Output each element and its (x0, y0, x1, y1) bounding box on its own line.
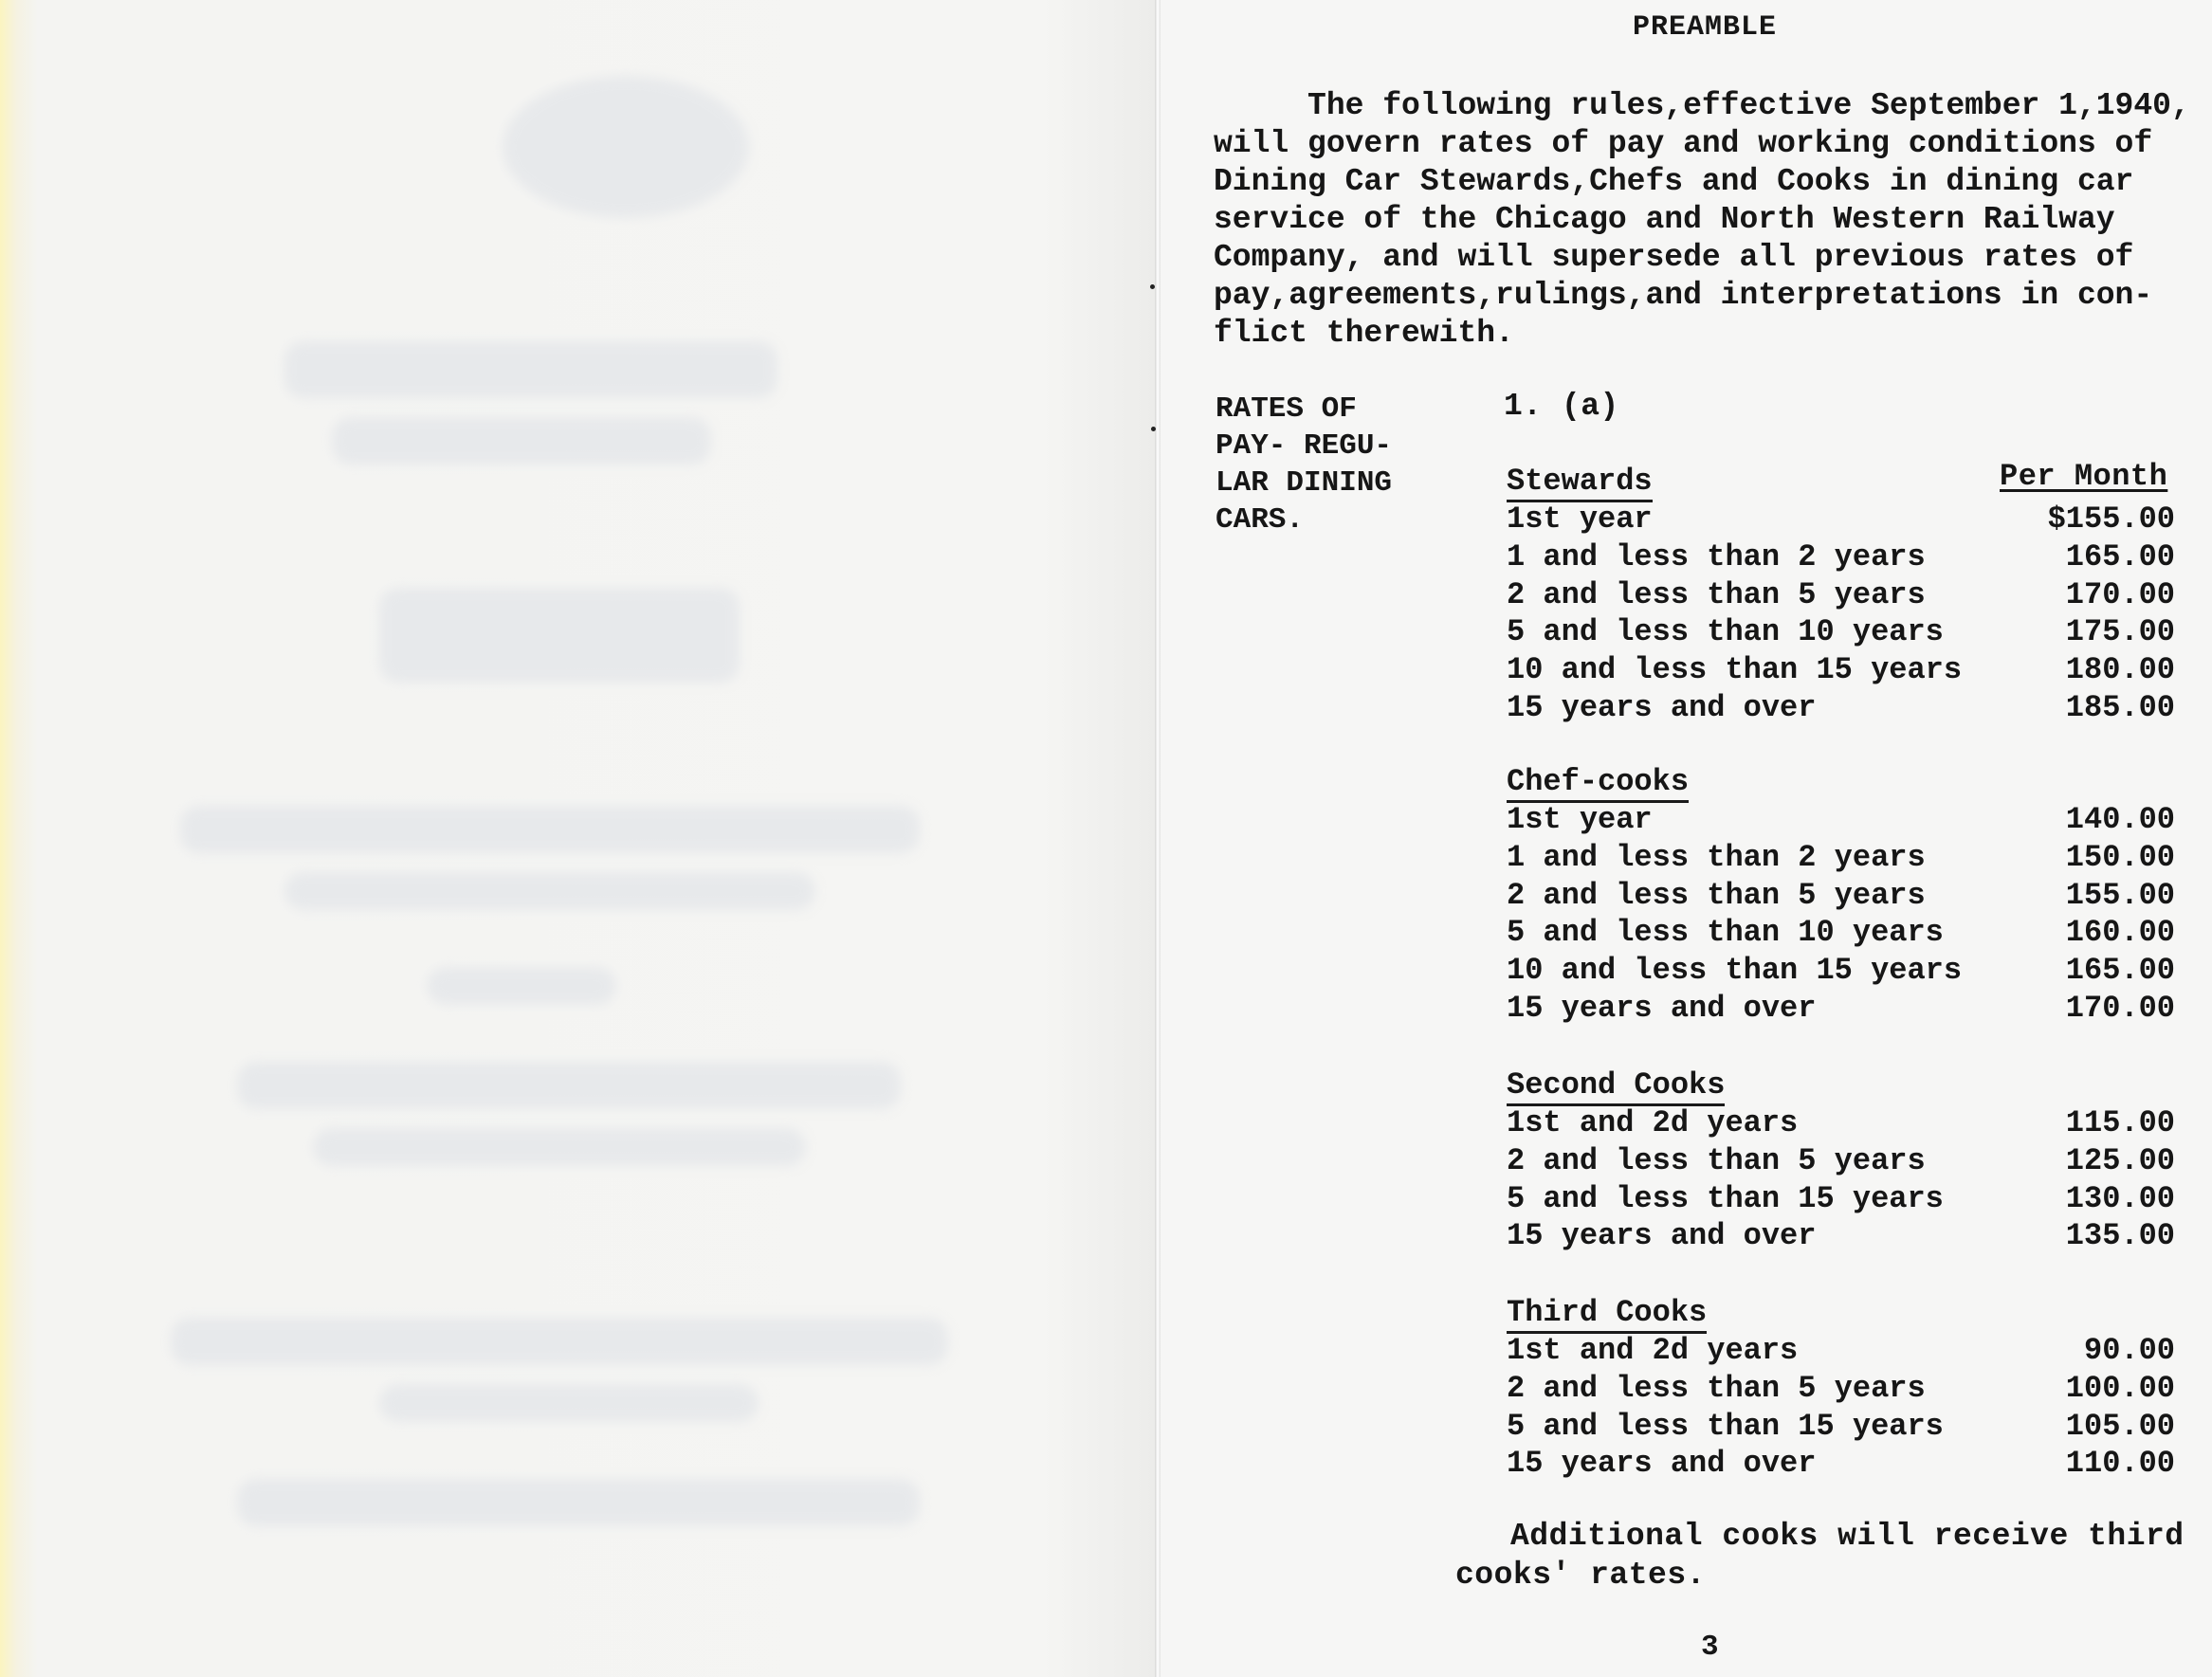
additional-cooks-note: Additional cooks will receive third (1510, 1519, 2185, 1554)
rate-row: 1 and less than 2 years 150.00 (1507, 839, 2175, 875)
preamble-line: Company, and will supersede all previous rates of (1214, 240, 2134, 275)
side-heading-line: CARS. (1216, 503, 1305, 537)
rate-row: 1st year 140.00 (1507, 802, 2175, 837)
side-heading (1216, 391, 1392, 538)
group-heading: Second Cooks (1507, 1066, 2175, 1104)
rate-row: 15 years and over 110.00 (1507, 1446, 2175, 1482)
preamble-line: will govern rates of pay and working conditions of (1214, 126, 2153, 161)
rate-row: 15 years and over 135.00 (1507, 1218, 2175, 1254)
rate-row: 5 and less than 10 years 175.00 (1507, 614, 2175, 650)
rate-row: 15 years and over 170.00 (1507, 990, 2175, 1026)
rate-group-second-cooks (1507, 1066, 2175, 1255)
group-heading: Third Cooks (1507, 1294, 2175, 1332)
rate-row: 5 and less than 10 years 160.00 (1507, 915, 2175, 951)
side-heading-line: RATES OF (1216, 392, 1357, 426)
group-heading: Stewards (1507, 463, 2175, 501)
preamble-line: service of the Chicago and North Western Railway (1214, 202, 2115, 237)
rate-row: 10 and less than 15 years 180.00 (1507, 652, 2175, 688)
preamble-paragraph (1214, 87, 2209, 353)
side-heading-line: LAR DINING (1216, 466, 1393, 500)
rate-row: 2 and less than 5 years 125.00 (1507, 1142, 2175, 1178)
preamble-line: flict therewith. (1214, 316, 1514, 351)
rule-number: 1. (a) (1504, 389, 1619, 424)
binding-mark (1151, 427, 1156, 431)
rate-row: 2 and less than 5 years 155.00 (1507, 877, 2175, 913)
rate-row: 1st and 2d years 115.00 (1507, 1105, 2175, 1140)
rate-row: 1 and less than 2 years 165.00 (1507, 538, 2175, 574)
rate-group-chef-cooks (1507, 763, 2175, 1028)
additional-cooks-note-continued: cooks' rates. (1455, 1558, 1706, 1593)
preamble-line: pay,agreements,rulings,and interpretations in con- (1214, 278, 2153, 313)
side-heading-line: PAY- REGU- (1216, 429, 1393, 463)
column-header-per-month: Per Month (2000, 459, 2168, 494)
preamble-line: The following rules,effective September 1,1940, (1214, 88, 2190, 123)
rate-row: 5 and less than 15 years 130.00 (1507, 1180, 2175, 1216)
rate-row: 5 and less than 15 years 105.00 (1507, 1408, 2175, 1444)
rate-group-third-cooks (1507, 1294, 2175, 1483)
rate-row: 15 years and over 185.00 (1507, 689, 2175, 725)
page-number: 3 (1701, 1631, 1720, 1664)
binding-mark (1150, 284, 1155, 289)
rate-row: 2 and less than 5 years 170.00 (1507, 576, 2175, 612)
rate-row: 1st and 2d years 90.00 (1507, 1333, 2175, 1368)
rate-row: 1st year $155.00 (1507, 501, 2175, 537)
rate-group-stewards (1507, 463, 2175, 727)
group-heading: Chef-cooks (1507, 763, 2175, 801)
rate-row: 10 and less than 15 years 165.00 (1507, 953, 2175, 989)
preamble-line: Dining Car Stewards,Chefs and Cooks in dining car (1214, 164, 2134, 199)
page-title: PREAMBLE (1633, 11, 1778, 44)
bleedthrough-marks (142, 57, 996, 1536)
rate-row: 2 and less than 5 years 100.00 (1507, 1370, 2175, 1406)
